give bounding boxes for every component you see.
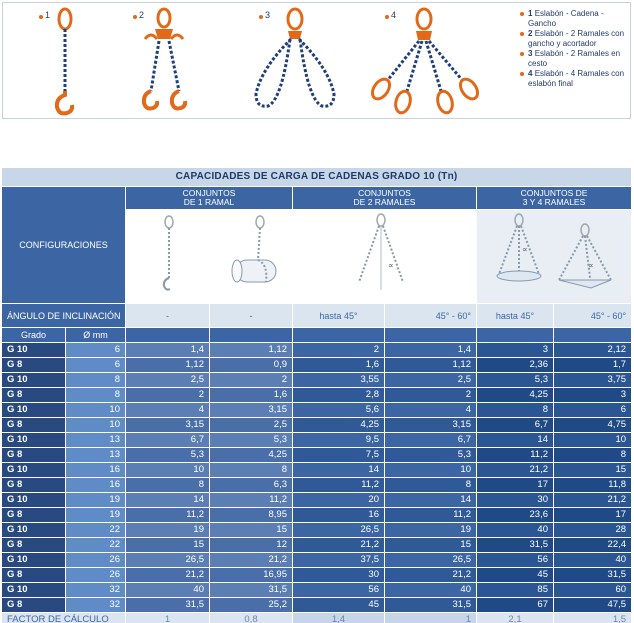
capacity-cell: 67 bbox=[477, 598, 554, 613]
capacity-cell: 31,5 bbox=[554, 568, 632, 583]
capacity-cell: 1,7 bbox=[554, 358, 632, 373]
capacity-cell: 17 bbox=[554, 508, 632, 523]
capacity-cell: 2,12 bbox=[554, 343, 632, 358]
group-header-3-4-legs bbox=[477, 187, 632, 210]
diameter-cell: 10 bbox=[66, 403, 126, 418]
angle-value: hasta 45° bbox=[477, 304, 554, 328]
grade-cell: G 10 bbox=[2, 403, 66, 418]
capacity-cell: 11,2 bbox=[385, 508, 477, 523]
capacity-cell: 31,5 bbox=[210, 583, 293, 598]
sling-number: 2 bbox=[139, 10, 145, 20]
capacity-cell: 15 bbox=[554, 463, 632, 478]
capacity-cell: 2,5 bbox=[210, 418, 293, 433]
capacity-cell: 20 bbox=[293, 493, 385, 508]
grade-cell: G 8 bbox=[2, 508, 66, 523]
capacity-cell: 14 bbox=[293, 463, 385, 478]
single-leg-sling-icon bbox=[43, 5, 93, 117]
capacity-cell: 40 bbox=[477, 523, 554, 538]
capacity-cell: 14 bbox=[126, 493, 210, 508]
capacity-cell: 2,36 bbox=[477, 358, 554, 373]
column-header-diameter: Ø mm bbox=[66, 328, 126, 343]
capacity-cell: 1,12 bbox=[210, 343, 293, 358]
angle-value: 45° - 60° bbox=[554, 304, 632, 328]
table-row bbox=[2, 493, 632, 508]
capacity-cell: 7,5 bbox=[293, 448, 385, 463]
header-spacer bbox=[210, 328, 293, 343]
capacity-cell: 3,15 bbox=[210, 403, 293, 418]
factor-value: 1 bbox=[126, 613, 210, 623]
legend-item: 2 Eslabón - 2 Ramales con gancho y acortador bbox=[520, 29, 632, 49]
capacity-cell: 56 bbox=[477, 553, 554, 568]
grade-cell: G 10 bbox=[2, 583, 66, 598]
table-row bbox=[2, 478, 632, 493]
header-spacer bbox=[385, 328, 477, 343]
group-header-text: CONJUNTOS DE 1 RAMAL bbox=[182, 188, 236, 207]
capacity-cell: 2,8 bbox=[293, 388, 385, 403]
svg-text:∝: ∝ bbox=[388, 261, 394, 270]
capacity-cell: 31,5 bbox=[477, 538, 554, 553]
grade-cell: G 10 bbox=[2, 433, 66, 448]
diameter-cell: 16 bbox=[66, 478, 126, 493]
capacity-cell: 23,6 bbox=[477, 508, 554, 523]
column-header-grade: Grado bbox=[2, 328, 66, 343]
factor-label: FACTOR DE CÁLCULO bbox=[2, 613, 126, 623]
capacity-cell: 3 bbox=[477, 343, 554, 358]
capacity-cell: 40 bbox=[126, 583, 210, 598]
diameter-cell: 6 bbox=[66, 343, 126, 358]
header-spacer bbox=[293, 328, 385, 343]
grade-cell: G 8 bbox=[2, 568, 66, 583]
legend-item: 1 Eslabón - Cadena - Gancho bbox=[520, 9, 632, 29]
table-row bbox=[2, 508, 632, 523]
capacity-cell: 22,4 bbox=[554, 538, 632, 553]
capacity-cell: 31,5 bbox=[385, 598, 477, 613]
group-header-text: CONJUNTOS DE 2 RAMALES bbox=[353, 188, 416, 207]
capacity-cell: 5,3 bbox=[210, 433, 293, 448]
capacity-cell: 3,15 bbox=[126, 418, 210, 433]
capacity-cell: 1,4 bbox=[385, 343, 477, 358]
grade-cell: G 8 bbox=[2, 538, 66, 553]
grade-cell: G 8 bbox=[2, 478, 66, 493]
table-row bbox=[2, 463, 632, 478]
two-leg-shortener-sling-icon bbox=[131, 5, 201, 117]
choker-chain-icon bbox=[210, 210, 292, 298]
table-row bbox=[2, 583, 632, 598]
capacity-cell: 19 bbox=[385, 523, 477, 538]
capacity-cell: 26,5 bbox=[293, 523, 385, 538]
table-row bbox=[2, 373, 632, 388]
table-row bbox=[2, 553, 632, 568]
four-leg-sling-icon bbox=[361, 5, 491, 117]
capacity-cell: 0,9 bbox=[210, 358, 293, 373]
capacity-cell: 1,4 bbox=[126, 343, 210, 358]
angle-value: hasta 45° bbox=[293, 304, 385, 328]
capacity-cell: 19 bbox=[126, 523, 210, 538]
configurations-label: CONFIGURACIONES bbox=[2, 187, 126, 304]
header-spacer bbox=[126, 328, 210, 343]
config-image-cell bbox=[477, 210, 632, 304]
capacity-cell: 21,2 bbox=[477, 463, 554, 478]
table-title: CAPACIDADES DE CARGA DE CADENAS GRADO 10 (Tn) bbox=[2, 168, 632, 187]
sling-number: 1 bbox=[45, 10, 51, 20]
capacity-cell: 6,7 bbox=[477, 418, 554, 433]
grade-cell: G 10 bbox=[2, 523, 66, 538]
angle-value: - bbox=[210, 304, 293, 328]
capacity-cell: 17 bbox=[477, 478, 554, 493]
table-row bbox=[2, 343, 632, 358]
group-header-1-leg bbox=[126, 187, 293, 210]
capacity-cell: 14 bbox=[477, 433, 554, 448]
capacity-cell: 8 bbox=[554, 448, 632, 463]
bullet-icon bbox=[520, 72, 524, 76]
capacity-cell: 2 bbox=[293, 343, 385, 358]
capacity-cell: 2 bbox=[210, 373, 293, 388]
capacity-cell: 4,25 bbox=[210, 448, 293, 463]
capacity-cell: 15 bbox=[385, 538, 477, 553]
table-row bbox=[2, 598, 632, 613]
capacity-cell: 5,3 bbox=[477, 373, 554, 388]
factor-value: 1 bbox=[385, 613, 477, 623]
capacity-cell: 14 bbox=[385, 493, 477, 508]
table-row bbox=[2, 538, 632, 553]
capacity-cell: 6,3 bbox=[210, 478, 293, 493]
capacity-cell: 16 bbox=[293, 508, 385, 523]
capacity-cell: 40 bbox=[554, 553, 632, 568]
capacity-cell: 21,2 bbox=[293, 538, 385, 553]
angle-value: 45° - 60° bbox=[385, 304, 477, 328]
capacity-cell: 8 bbox=[385, 478, 477, 493]
angle-value: - bbox=[126, 304, 210, 328]
bullet-icon bbox=[520, 12, 524, 16]
grade-cell: G 8 bbox=[2, 598, 66, 613]
factor-value: 2,1 bbox=[477, 613, 554, 623]
capacity-cell: 37,5 bbox=[293, 553, 385, 568]
capacity-cell: 4 bbox=[126, 403, 210, 418]
capacity-cell: 2 bbox=[385, 388, 477, 403]
capacity-cell: 8 bbox=[126, 478, 210, 493]
diameter-cell: 19 bbox=[66, 508, 126, 523]
config-image-cell bbox=[210, 210, 293, 304]
grade-cell: G 10 bbox=[2, 493, 66, 508]
capacity-cell: 31,5 bbox=[126, 598, 210, 613]
capacity-cell: 40 bbox=[385, 583, 477, 598]
diameter-cell: 26 bbox=[66, 568, 126, 583]
capacity-cell: 3,75 bbox=[554, 373, 632, 388]
capacity-cell: 21,2 bbox=[126, 568, 210, 583]
table-row bbox=[2, 388, 632, 403]
capacity-cell: 12 bbox=[210, 538, 293, 553]
diameter-cell: 22 bbox=[66, 538, 126, 553]
grade-cell: G 8 bbox=[2, 418, 66, 433]
capacity-cell: 1,6 bbox=[293, 358, 385, 373]
capacity-cell: 4,25 bbox=[477, 388, 554, 403]
sling-number: 4 bbox=[391, 10, 397, 20]
factor-value: 1,5 bbox=[554, 613, 632, 623]
three-four-leg-chain-icon bbox=[477, 210, 631, 298]
capacity-cell: 26,5 bbox=[385, 553, 477, 568]
capacity-cell: 1,12 bbox=[126, 358, 210, 373]
config-image-cell bbox=[293, 210, 477, 304]
capacity-table-container bbox=[2, 168, 632, 623]
capacity-cell: 26,5 bbox=[126, 553, 210, 568]
grade-cell: G 8 bbox=[2, 388, 66, 403]
capacity-cell: 8 bbox=[210, 463, 293, 478]
capacity-cell: 25,2 bbox=[210, 598, 293, 613]
legend-item: 4 Eslabón - 4 Ramales con eslabón final bbox=[520, 69, 632, 89]
capacity-table bbox=[2, 168, 632, 623]
table-row bbox=[2, 418, 632, 433]
capacity-cell: 3,55 bbox=[293, 373, 385, 388]
capacity-cell: 4,25 bbox=[293, 418, 385, 433]
diameter-cell: 10 bbox=[66, 418, 126, 433]
two-leg-basket-sling-icon bbox=[245, 5, 345, 117]
grade-cell: G 10 bbox=[2, 373, 66, 388]
capacity-cell: 8 bbox=[477, 403, 554, 418]
factor-value: 1,4 bbox=[293, 613, 385, 623]
single-leg-chain-icon bbox=[127, 210, 209, 298]
diameter-cell: 8 bbox=[66, 388, 126, 403]
capacity-cell: 10 bbox=[554, 433, 632, 448]
bullet-icon bbox=[520, 52, 524, 56]
capacity-cell: 5,3 bbox=[385, 448, 477, 463]
angle-label: ÁNGULO DE INCLINACIÓN bbox=[2, 304, 126, 328]
capacity-cell: 21,2 bbox=[554, 493, 632, 508]
table-row bbox=[2, 568, 632, 583]
capacity-cell: 10 bbox=[126, 463, 210, 478]
group-header-text: CONJUNTOS DE 3 Y 4 RAMALES bbox=[520, 188, 588, 207]
capacity-cell: 56 bbox=[293, 583, 385, 598]
capacity-cell: 1,6 bbox=[210, 388, 293, 403]
capacity-cell: 15 bbox=[210, 523, 293, 538]
capacity-cell: 2 bbox=[126, 388, 210, 403]
capacity-cell: 60 bbox=[554, 583, 632, 598]
sling-legend bbox=[520, 9, 632, 89]
capacity-cell: 10 bbox=[385, 463, 477, 478]
diameter-cell: 13 bbox=[66, 433, 126, 448]
table-row bbox=[2, 448, 632, 463]
capacity-cell: 21,2 bbox=[385, 568, 477, 583]
capacity-cell: 4,75 bbox=[554, 418, 632, 433]
capacity-cell: 30 bbox=[293, 568, 385, 583]
grade-cell: G 8 bbox=[2, 358, 66, 373]
capacity-cell: 11,2 bbox=[126, 508, 210, 523]
svg-text:∝: ∝ bbox=[522, 245, 528, 254]
diameter-cell: 26 bbox=[66, 553, 126, 568]
diameter-cell: 6 bbox=[66, 358, 126, 373]
capacity-cell: 9,5 bbox=[293, 433, 385, 448]
diameter-cell: 32 bbox=[66, 598, 126, 613]
capacity-cell: 6 bbox=[554, 403, 632, 418]
sling-illustration-panel bbox=[2, 2, 631, 119]
legend-item: 3 Eslabón - 2 Ramales en cesto bbox=[520, 49, 632, 69]
capacity-cell: 3 bbox=[554, 388, 632, 403]
table-row bbox=[2, 358, 632, 373]
capacity-cell: 11,2 bbox=[210, 493, 293, 508]
capacity-cell: 47,5 bbox=[554, 598, 632, 613]
sling-number: 3 bbox=[265, 10, 271, 20]
two-leg-chain-icon bbox=[293, 210, 477, 298]
capacity-cell: 11,2 bbox=[293, 478, 385, 493]
table-row bbox=[2, 403, 632, 418]
capacity-cell: 11,8 bbox=[554, 478, 632, 493]
capacity-cell: 28 bbox=[554, 523, 632, 538]
capacity-cell: 4 bbox=[385, 403, 477, 418]
grade-cell: G 10 bbox=[2, 463, 66, 478]
capacity-cell: 2,5 bbox=[385, 373, 477, 388]
svg-text:∝: ∝ bbox=[588, 261, 594, 270]
diameter-cell: 19 bbox=[66, 493, 126, 508]
capacity-cell: 21,2 bbox=[210, 553, 293, 568]
diameter-cell: 8 bbox=[66, 373, 126, 388]
capacity-cell: 15 bbox=[126, 538, 210, 553]
diameter-cell: 13 bbox=[66, 448, 126, 463]
capacity-cell: 85 bbox=[477, 583, 554, 598]
table-row bbox=[2, 523, 632, 538]
header-spacer bbox=[477, 328, 554, 343]
capacity-cell: 11,2 bbox=[477, 448, 554, 463]
grade-cell: G 8 bbox=[2, 448, 66, 463]
grade-cell: G 10 bbox=[2, 343, 66, 358]
capacity-cell: 16,95 bbox=[210, 568, 293, 583]
capacity-cell: 3,15 bbox=[385, 418, 477, 433]
capacity-cell: 6,7 bbox=[385, 433, 477, 448]
header-spacer bbox=[554, 328, 632, 343]
table-row bbox=[2, 433, 632, 448]
diameter-cell: 22 bbox=[66, 523, 126, 538]
config-image-cell bbox=[126, 210, 210, 304]
capacity-cell: 30 bbox=[477, 493, 554, 508]
capacity-cell: 45 bbox=[477, 568, 554, 583]
bullet-icon bbox=[520, 32, 524, 36]
diameter-cell: 16 bbox=[66, 463, 126, 478]
capacity-cell: 45 bbox=[293, 598, 385, 613]
capacity-cell: 8,95 bbox=[210, 508, 293, 523]
diameter-cell: 32 bbox=[66, 583, 126, 598]
grade-cell: G 10 bbox=[2, 553, 66, 568]
capacity-cell: 6,7 bbox=[126, 433, 210, 448]
group-header-2-legs bbox=[293, 187, 477, 210]
capacity-cell: 5,3 bbox=[126, 448, 210, 463]
capacity-cell: 1,12 bbox=[385, 358, 477, 373]
capacity-cell: 5,6 bbox=[293, 403, 385, 418]
factor-value: 0,8 bbox=[210, 613, 293, 623]
capacity-cell: 2,5 bbox=[126, 373, 210, 388]
